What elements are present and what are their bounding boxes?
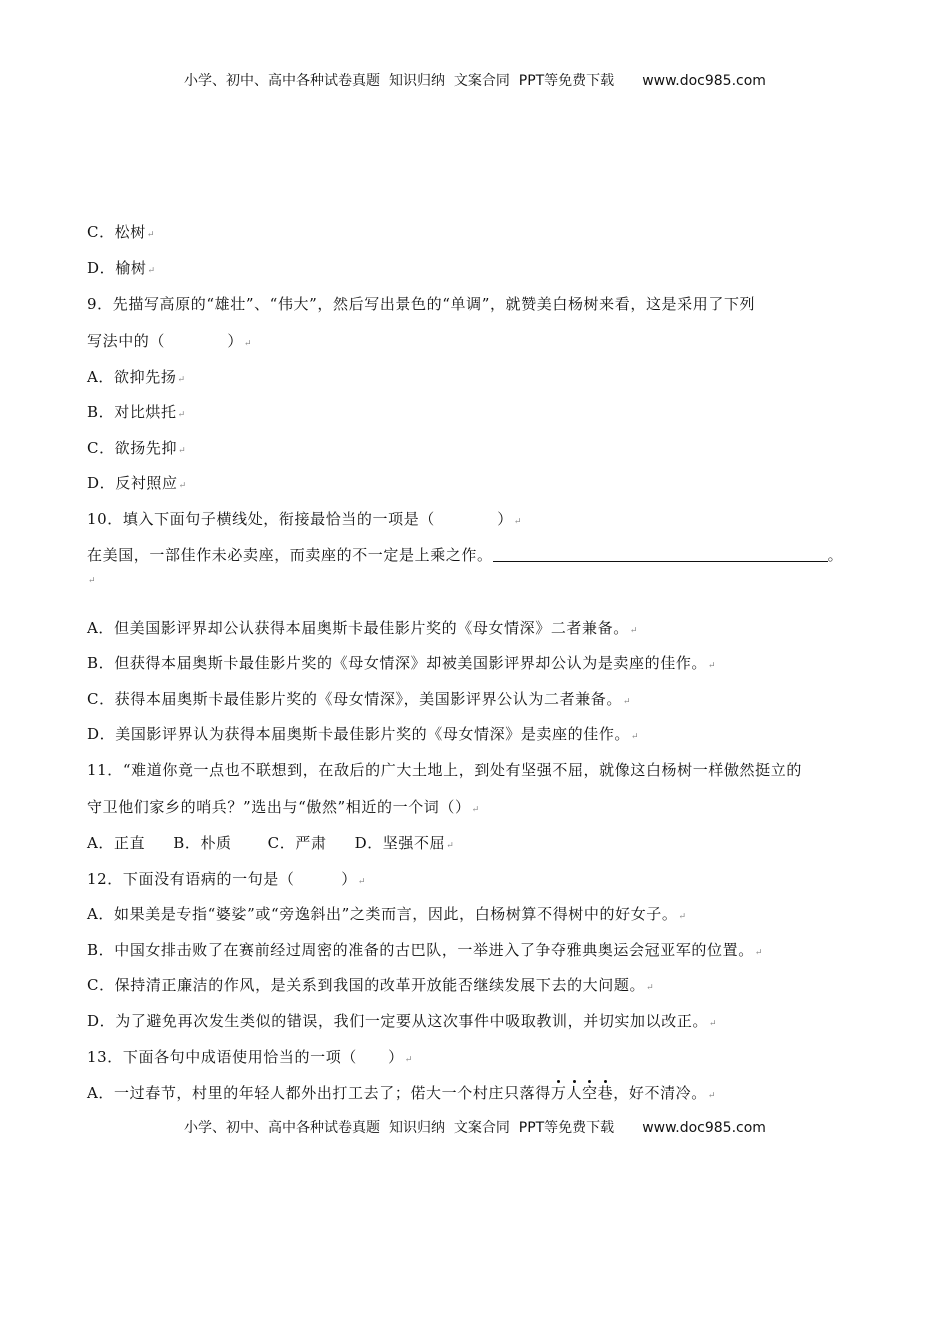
paragraph-mark: ↵ — [88, 576, 97, 586]
q9-option-d: D．反衬照应↵ — [87, 474, 187, 492]
q11-stem-line2: 守卫他们家乡的哨兵？”选出与“傲然”相近的一个词（）↵ — [87, 798, 480, 816]
paragraph-mark: ↵ — [646, 983, 655, 993]
paragraph-mark: ↵ — [146, 230, 156, 240]
paragraph-mark: ↵ — [754, 948, 763, 958]
paragraph-mark: ↵ — [707, 1091, 717, 1101]
paragraph-mark: ↵ — [177, 375, 186, 385]
emphasis-char: 巷 — [597, 1084, 614, 1102]
q12-option-a: A．如果美是专指“婆娑”或“旁逸斜出”之类而言，因此，白杨树算不得树中的好女子。↵ — [87, 905, 687, 923]
q11-option-d: D．坚强不屈 — [354, 834, 446, 852]
q10-option-c: C．获得本届奥斯卡最佳影片奖的《母女情深》，美国影评界公认为二者兼备。↵ — [87, 690, 632, 708]
q12-option-b: B．中国女排击败了在赛前经过周密的准备的古巴队，一举进入了争夺雅典奥运会冠亚军的位置。↵ — [87, 941, 763, 959]
q9-option-a: A．欲抑先扬↵ — [87, 368, 186, 386]
emphasis-char: 万 — [550, 1084, 567, 1102]
q11-option-b: B．朴质 — [173, 834, 232, 852]
q10-option-a: A．但美国影评界却公认获得本届奥斯卡最佳影片奖的《母女情深》二者兼备。↵ — [87, 619, 638, 637]
q10-option-b: B．但获得本届奥斯卡最佳影片奖的《母女情深》却被美国影评界却公认为是卖座的佳作。↵ — [87, 654, 717, 672]
paragraph-mark: ↵ — [446, 841, 455, 851]
paragraph-mark: ↵ — [622, 697, 632, 707]
q13-stem: 13．下面各句中成语使用恰当的一项（ ）↵ — [87, 1048, 413, 1066]
q12-option-c: C．保持清正廉洁的作风，是关系到我国的改革开放能否继续发展下去的大问题。↵ — [87, 976, 655, 994]
q10-option-d: D．美国影评界认为获得本届奥斯卡最佳影片奖的《母女情深》是卖座的佳作。↵ — [87, 725, 640, 743]
paragraph-mark: ↵ — [244, 339, 253, 349]
paragraph-mark: ↵ — [357, 877, 367, 887]
page-header — [0, 70, 950, 90]
paragraph-mark: ↵ — [629, 626, 638, 636]
empty-paragraph — [87, 568, 96, 591]
q9-option-c: C．欲扬先抑↵ — [87, 439, 187, 457]
q8-option-d: D．榆树↵ — [87, 259, 156, 277]
q10-sentence: 在美国，一部佳作未必卖座，而卖座的不一定是上乘之作。 。 — [87, 546, 844, 564]
q11-options — [87, 833, 454, 856]
q9-stem-line1: 9．先描写高原的“雄壮”、“伟大”，然后写出景色的“单调”，就赞美白杨树来看，这是采用了下列 — [87, 295, 756, 313]
paragraph-mark: ↵ — [631, 732, 640, 742]
paragraph-mark: ↵ — [513, 517, 523, 527]
header-site: www.doc985.com — [642, 73, 766, 89]
q12-option-d: D．为了避免再次发生类似的错误，我们一定要从这次事件中吸取教训，并切实加以改正。↵ — [87, 1012, 718, 1030]
q13-option-a: A．一过春节，村里的年轻人都外出打工去了；偌大一个村庄只落得万人空巷，好不清冷。↵ — [87, 1084, 717, 1102]
paragraph-mark: ↵ — [471, 805, 480, 815]
q10-stem: 10．填入下面句子横线处，衔接最恰当的一项是（ ）↵ — [87, 510, 523, 528]
paragraph-mark: ↵ — [678, 912, 687, 922]
q11-option-c: C．严肃 — [267, 834, 327, 852]
q11-option-a: A．正直 — [87, 834, 146, 852]
paragraph-mark: ↵ — [147, 266, 156, 276]
q9-option-b: B．对比烘托↵ — [87, 403, 186, 421]
paragraph-mark: ↵ — [404, 1055, 413, 1065]
paragraph-mark: ↵ — [177, 410, 186, 420]
paragraph-mark: ↵ — [178, 481, 187, 491]
paragraph-mark: ↵ — [709, 1019, 718, 1029]
page-footer — [0, 1117, 950, 1137]
paragraph-mark: ↵ — [178, 446, 187, 456]
q9-stem-line2: 写法中的（ ）↵ — [87, 332, 253, 350]
emphasis-char: 人 — [566, 1084, 583, 1102]
emphasis-char: 空 — [582, 1084, 598, 1102]
footer-site: www.doc985.com — [642, 1120, 766, 1136]
q11-stem-line1: 11．“难道你竟一点也不联想到，在敌后的广大土地上，到处有坚强不屈，就像这白杨树一样傲然挺立的 — [87, 761, 802, 779]
q12-stem: 12．下面没有语病的一句是（ ）↵ — [87, 870, 367, 888]
answer-blank — [493, 547, 828, 562]
paragraph-mark: ↵ — [708, 661, 717, 671]
q8-option-c: C．松树↵ — [87, 223, 156, 241]
header-text: 小学、初中、高中各种试卷真题 知识归纳 文案合同 PPT等免费下载 — [184, 73, 615, 89]
footer-text: 小学、初中、高中各种试卷真题 知识归纳 文案合同 PPT等免费下载 — [184, 1120, 615, 1136]
